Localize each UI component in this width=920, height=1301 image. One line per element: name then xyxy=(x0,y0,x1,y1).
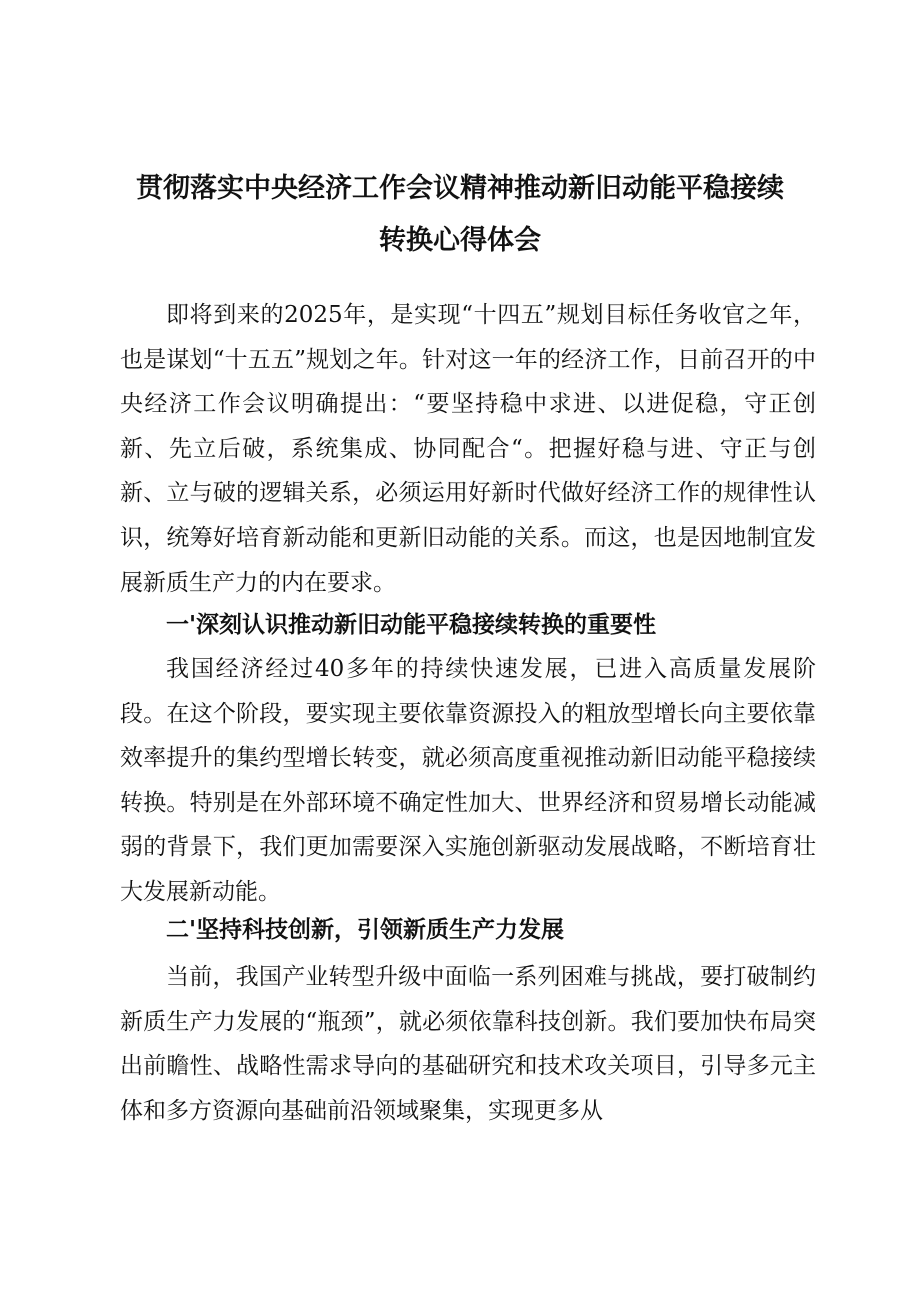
section-heading-1: 一'深刻认识推动新旧动能平稳接续转换的重要性 xyxy=(166,612,657,638)
document-title-line-1: 贯彻落实中央经济工作会议精神推动新旧动能平稳接续 xyxy=(136,173,784,204)
paragraph-section-2: 当前，我国产业转型升级中面临一系列困难与挑战，要打破制约新质生产力发展的“瓶颈”，就必须依靠科技创新。我们要加快布局突出前瞻性、战略性需求导向的基础研究和技术攻关项目，引导多元主体和多方资源向基础前沿领域聚集，实现更多从 xyxy=(120,964,816,1124)
paragraph-intro: 即将到来的2025年，是实现“十四五”规划目标任务收官之年，也是谋划“十五五”规划之年。针对这一年的经济工作，日前召开的中央经济工作会议明确提出：“要坚持稳中求进、以进促稳，守正创新、先立后破，系统集成、协同配合“。把握好稳与进、守正与创新、立与破的逻辑关系，必须运用好新时代做好经济工作的规律性认识，统筹好培育新动能和更新旧动能的关系。而这，也是因地制宜发展新质生产力的内在要求。 xyxy=(120,302,816,596)
document-title-line-2: 转换心得体会 xyxy=(379,225,541,256)
section-heading-2: 二'坚持科技创新，引领新质生产力发展 xyxy=(166,917,565,943)
paragraph-section-1: 我国经济经过40多年的持续快速发展，已进入高质量发展阶段。在这个阶段，要实现主要依靠资源投入的粗放型增长向主要依靠效率提升的集约型增长转变，就必须高度重视推动新旧动能平稳接续转换。特别是在外部环境不确定性加大、世界经济和贸易增长动能减弱的背景下，我们更加需要深入实施创新驱动发展战略，不断培育壮大发展新动能。 xyxy=(120,656,816,905)
